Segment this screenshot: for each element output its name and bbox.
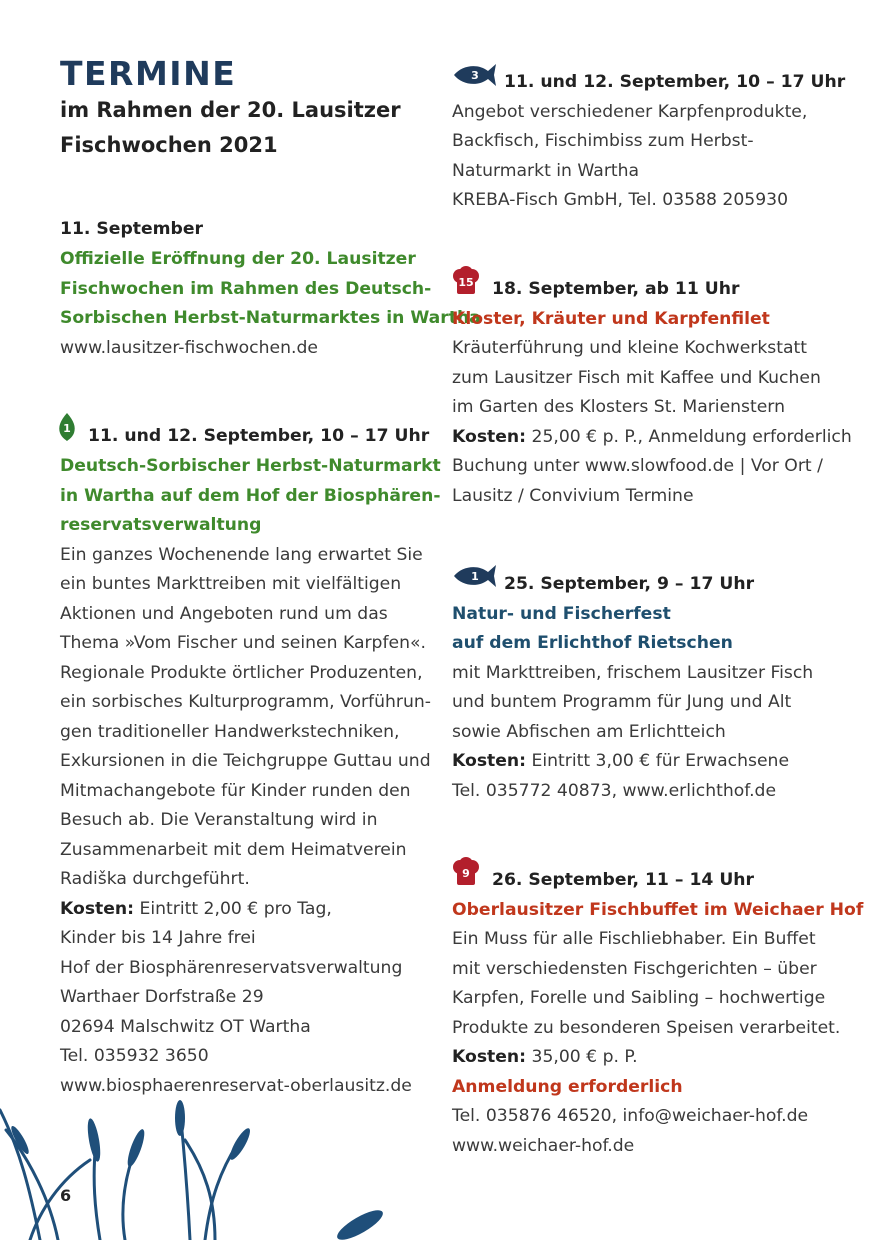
event-body-line: Exkursionen in die Teichgruppe Guttau und <box>60 751 431 771</box>
event-date: 25. September, 9 – 17 Uhr <box>504 574 755 594</box>
event-title-line: Deutsch-Sorbischer Herbst-Naturmarkt <box>60 456 441 476</box>
event-info-line: Tel. 035876 46520, info@weichaer-hof.de <box>452 1106 809 1126</box>
event-link[interactable]: www.lausitzer-fischwochen.de <box>60 338 318 358</box>
leaf-icon <box>56 412 78 446</box>
event-info-line: Kinder bis 14 Jahre frei <box>60 928 256 948</box>
event-title-line: Fischwochen im Rahmen des Deutsch- <box>60 279 432 299</box>
event-info-line: Tel. 035772 40873, www.erlichthof.de <box>452 781 777 801</box>
event-body-line: KREBA-Fisch GmbH, Tel. 03588 205930 <box>452 190 789 210</box>
map-number-badge: 3 <box>471 69 479 82</box>
event-title-line: auf dem Erlichthof Rietschen <box>452 633 733 653</box>
chef-hat-icon <box>452 857 480 891</box>
event-body-line: Kräuterführung und kleine Kochwerkstatt <box>452 338 808 358</box>
event-body-line: Ein ganzes Wochenende lang erwartet Sie <box>60 545 423 565</box>
event-info-line: Tel. 035932 3650 <box>60 1046 209 1066</box>
cost-value: Eintritt 3,00 € für Erwachsene <box>526 751 790 771</box>
event-body-line: Mitmachangebote für Kinder runden den <box>60 781 411 801</box>
event-body-line: mit verschiedensten Fischgerichten – über <box>452 959 817 979</box>
event-body-line: Produkte zu besonderen Speisen verarbeitet. <box>452 1018 841 1038</box>
page-number: 6 <box>60 1186 72 1205</box>
event-date: 11. und 12. September, 10 – 17 Uhr <box>88 426 430 446</box>
event-body-line: und buntem Programm für Jung und Alt <box>452 692 792 712</box>
event-title-line: Sorbischen Herbst-Naturmarktes in Wartha <box>60 308 481 328</box>
map-number-badge: 1 <box>471 570 479 583</box>
event-body-line: gen traditioneller Handwerkstechniken, <box>60 722 400 742</box>
page-subtitle-line-2: Fischwochen 2021 <box>60 133 278 157</box>
map-number-badge: 1 <box>63 422 71 435</box>
event-info-line: Lausitz / Convivium Termine <box>452 486 694 506</box>
event-title: Oberlausitzer Fischbuffet im Weichaer Hof <box>452 900 864 920</box>
event-date: 11. und 12. September, 10 – 17 Uhr <box>504 72 846 92</box>
chef-hat-icon <box>452 266 480 300</box>
event-title-line: Natur- und Fischerfest <box>452 604 671 624</box>
map-number-badge: 9 <box>462 867 470 880</box>
event-body-line: Backfisch, Fischimbiss zum Herbst- <box>452 131 754 151</box>
event-body-line: Besuch ab. Die Veranstaltung wird in <box>60 810 378 830</box>
event-cost <box>452 751 789 771</box>
reed-decoration <box>0 1100 400 1240</box>
event-body-line: Radiška durchgeführt. <box>60 869 250 889</box>
event-title-line: in Wartha auf dem Hof der Biosphären- <box>60 486 441 506</box>
event-body-line: Regionale Produkte örtlicher Produzenten, <box>60 663 423 683</box>
event-body-line: Karpfen, Forelle und Saibling – hochwertige <box>452 988 826 1008</box>
event-body-line: Angebot verschiedener Karpfenprodukte, <box>452 102 808 122</box>
event-cost <box>452 427 852 447</box>
event-title-line: Offizielle Eröffnung der 20. Lausitzer <box>60 249 416 269</box>
event-info-line: Hof der Biosphärenreservatsverwaltung <box>60 958 403 978</box>
fish-icon <box>452 563 498 593</box>
event-title: Kloster, Kräuter und Karpfenfilet <box>452 309 770 329</box>
event-link[interactable]: www.weichaer-hof.de <box>452 1136 635 1156</box>
cost-label: Kosten: <box>452 1047 527 1067</box>
event-body-line: Aktionen und Angeboten rund um das <box>60 604 388 624</box>
event-body-line: Naturmarkt in Wartha <box>452 161 640 181</box>
cost-label: Kosten: <box>60 899 135 919</box>
event-body-line: Thema »Vom Fischer und seinen Karpfen«. <box>60 633 426 653</box>
event-body-line: ein buntes Markttreiben mit vielfältigen <box>60 574 402 594</box>
event-cost <box>452 1047 638 1067</box>
cost-value: 25,00 € p. P., Anmeldung erforderlich <box>526 427 852 447</box>
event-cost <box>60 899 332 919</box>
event-body-line: Zusammenarbeit mit dem Heimatverein <box>60 840 407 860</box>
registration-note: Anmeldung erforderlich <box>452 1077 683 1097</box>
fish-icon <box>452 62 498 92</box>
event-date: 11. September <box>60 219 203 239</box>
event-info-line: Buchung unter www.slowfood.de | Vor Ort / <box>452 456 823 476</box>
cost-value: 35,00 € p. P. <box>526 1047 638 1067</box>
event-body-line: Ein Muss für alle Fischliebhaber. Ein Buffet <box>452 929 816 949</box>
page-title: TERMINE <box>60 54 237 93</box>
event-body-line: sowie Abfischen am Erlichtteich <box>452 722 726 742</box>
event-date: 18. September, ab 11 Uhr <box>492 279 740 299</box>
event-info-line: 02694 Malschwitz OT Wartha <box>60 1017 311 1037</box>
event-date: 26. September, 11 – 14 Uhr <box>492 870 755 890</box>
cost-value: Eintritt 2,00 € pro Tag, <box>134 899 332 919</box>
cost-label: Kosten: <box>452 427 527 447</box>
event-body-line: ein sorbisches Kulturprogramm, Vorführun- <box>60 692 431 712</box>
event-body-line: zum Lausitzer Fisch mit Kaffee und Kuchen <box>452 368 821 388</box>
map-number-badge: 15 <box>458 276 474 289</box>
page-subtitle-line-1: im Rahmen der 20. Lausitzer <box>60 98 401 122</box>
event-title-line: reservatsverwaltung <box>60 515 262 535</box>
event-link[interactable]: www.biosphaerenreservat-oberlausitz.de <box>60 1076 412 1096</box>
cost-label: Kosten: <box>452 751 527 771</box>
event-info-line: Warthaer Dorfstraße 29 <box>60 987 264 1007</box>
event-body-line: mit Markttreiben, frischem Lausitzer Fisch <box>452 663 814 683</box>
event-body-line: im Garten des Klosters St. Marienstern <box>452 397 785 417</box>
